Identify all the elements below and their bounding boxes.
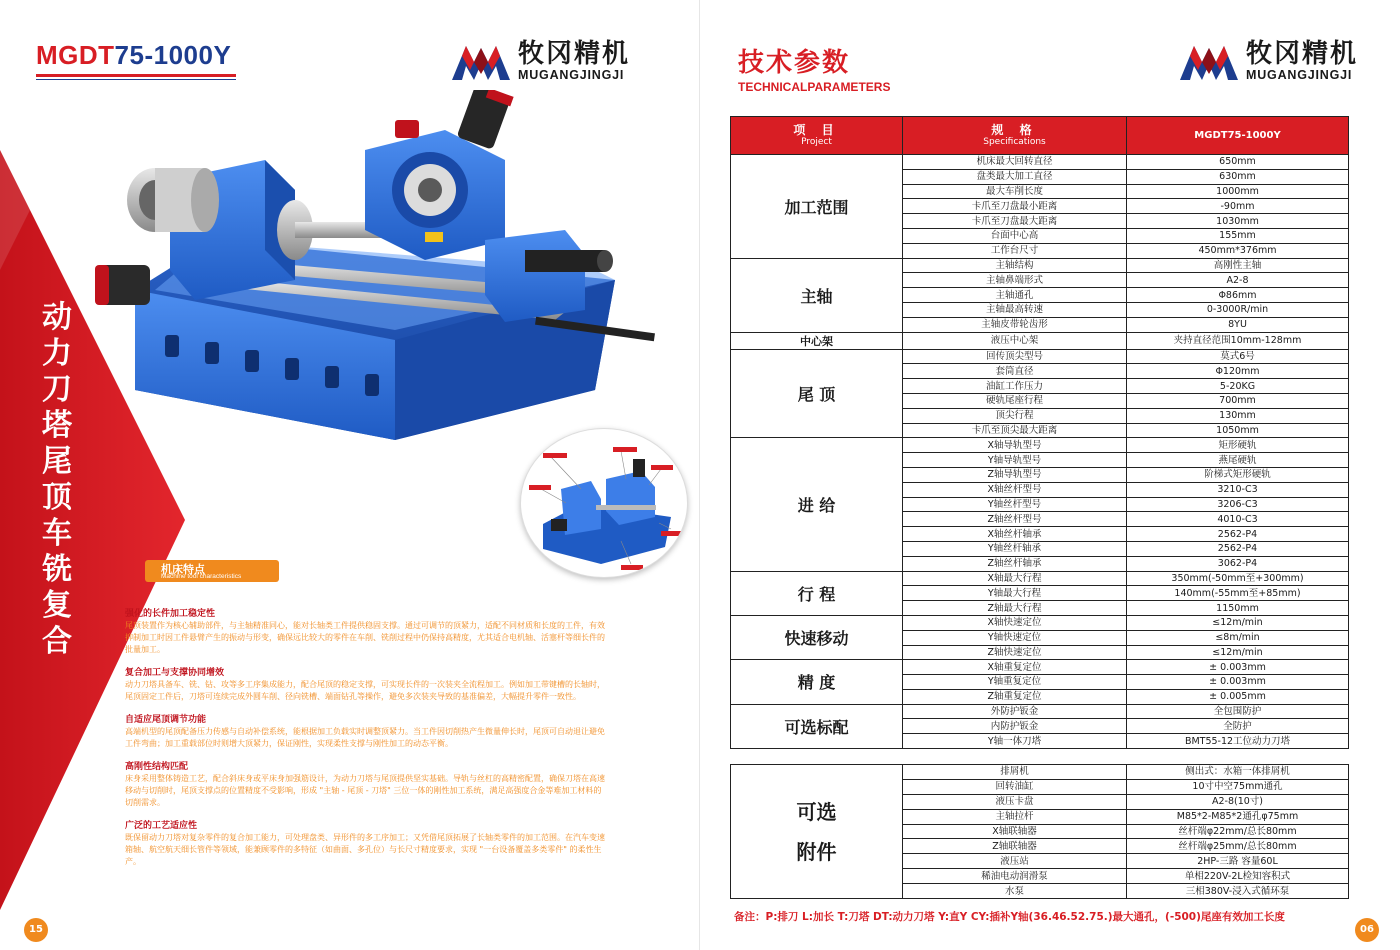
optional-value: 三相380V-浸入式循环泵 <box>1127 884 1349 899</box>
brand-logo-cn: 牧冈精机 <box>518 39 631 69</box>
optional-row <box>731 765 1349 780</box>
optional-group-name-line1: 可选 <box>796 799 837 824</box>
spec-value: 130mm <box>1127 408 1349 423</box>
optional-group-name-line2: 附件 <box>796 839 837 864</box>
spec-value: 3062-P4 <box>1127 556 1349 571</box>
spec-row <box>731 155 1349 170</box>
spec-row <box>731 349 1349 364</box>
brand-logo-en: MUGANGJINGJI <box>518 68 625 82</box>
tech-params-subtitle: TECHNICALPARAMETERS <box>738 80 891 94</box>
spec-value: 3206-C3 <box>1127 497 1349 512</box>
spec-item: Y轴一体刀塔 <box>903 734 1127 749</box>
optional-value: 侧出式：水箱一体排屑机 <box>1127 765 1349 780</box>
spec-item: 顶尖行程 <box>903 408 1127 423</box>
spec-value: 4010-C3 <box>1127 512 1349 527</box>
spec-value: 1050mm <box>1127 423 1349 438</box>
vertical-title-char: 力 <box>42 336 72 371</box>
optional-item: Z轴联轴器 <box>903 839 1127 854</box>
spec-value: 650mm <box>1127 155 1349 170</box>
spec-value: 140mm(-55mm至+85mm) <box>1127 586 1349 601</box>
spec-item: Y轴重复定位 <box>903 675 1127 690</box>
spec-value: 2562-P4 <box>1127 541 1349 556</box>
feature-text: 动力刀塔具备车、铣、钻、攻等多工序集成能力，配合尾顶的稳定支撑，可实现长件的一次装夹全流程加工。例如加工带键槽的长轴时，尾顶固定工件后，刀塔可连续完成外圆车削、径向铣槽、端面钻孔等操作，避免多次装夹导致的基准偏差，大幅提升零件一致性。 <box>125 680 605 701</box>
spec-item: Z轴快速定位 <box>903 645 1127 660</box>
spec-value: 8YU <box>1127 317 1349 332</box>
spec-row <box>731 332 1349 349</box>
spec-value: 夹持直径范围10mm-128mm <box>1127 332 1349 349</box>
features-badge-en: Machine tool characteristics <box>161 573 242 580</box>
spec-value: 630mm <box>1127 169 1349 184</box>
spec-value: 0-3000R/min <box>1127 302 1349 317</box>
vertical-title-char: 刀 <box>42 372 72 407</box>
vertical-title-char: 复 <box>42 588 72 623</box>
spec-value: ≤12m/min <box>1127 615 1349 630</box>
spec-value: Φ86mm <box>1127 288 1349 303</box>
spec-item: X轴最大行程 <box>903 571 1127 586</box>
spec-value: -90mm <box>1127 199 1349 214</box>
feature-title: 高刚性结构匹配 <box>125 762 189 772</box>
spec-group-name: 精 度 <box>731 660 903 704</box>
spec-value: 矩形硬轨 <box>1127 438 1349 453</box>
spec-item: 内防护钣金 <box>903 719 1127 734</box>
spec-value: ≤12m/min <box>1127 645 1349 660</box>
spec-value: 155mm <box>1127 228 1349 243</box>
spec-item: 主轴最高转速 <box>903 302 1127 317</box>
spec-item: 油缸工作压力 <box>903 379 1127 394</box>
brand-logo-en: MUGANGJINGJI <box>1246 68 1353 82</box>
optional-item: X轴联轴器 <box>903 824 1127 839</box>
feature-item <box>125 714 609 750</box>
vertical-title <box>34 300 80 660</box>
feature-item <box>125 761 609 809</box>
vertical-title-char: 顶 <box>42 480 72 515</box>
optional-item: 液压站 <box>903 854 1127 869</box>
optional-item: 回转油缸 <box>903 779 1127 794</box>
vertical-title-char: 车 <box>42 516 72 551</box>
feature-text: 既保留动力刀塔对复杂零件的复合加工能力，可处理盘类、异形件的多工序加工；又凭借尾顶拓展了长轴类零件的加工范围。在汽车变速箱轴、航空航天细长管件等领域，能兼顾零件的多特征（如曲面、多孔位）与长尺寸精度要求，实现 "一台设备覆盖多类零件" 的柔性生产。 <box>125 833 605 866</box>
features-badge-cn: 机床特点 <box>161 563 205 576</box>
feature-item <box>125 667 609 703</box>
feature-title: 复合加工与支撑协同增效 <box>125 668 225 678</box>
spec-value: 全包围防护 <box>1127 704 1349 719</box>
spec-row <box>731 615 1349 630</box>
optional-item: 水泵 <box>903 884 1127 899</box>
spec-row <box>731 258 1349 273</box>
spec-group-name: 中心架 <box>731 332 903 349</box>
spec-value: 450mm*376mm <box>1127 243 1349 258</box>
optional-item: 液压卡盘 <box>903 794 1127 809</box>
spec-value: 燕尾硬轨 <box>1127 453 1349 468</box>
spec-value: 1150mm <box>1127 601 1349 616</box>
feature-title: 强化的长件加工稳定性 <box>125 609 216 619</box>
spec-item: Y轴丝杆轴承 <box>903 541 1127 556</box>
features-badge <box>145 560 279 582</box>
optional-value: 2HP-三路 容量60L <box>1127 854 1349 869</box>
spec-group-name: 进 给 <box>731 438 903 571</box>
spec-item: Z轴重复定位 <box>903 689 1127 704</box>
spec-group-name: 主轴 <box>731 258 903 332</box>
vertical-title-char: 合 <box>42 624 72 659</box>
brand-logo <box>450 40 630 82</box>
spec-value: ± 0.003mm <box>1127 675 1349 690</box>
spec-group-name: 可选标配 <box>731 704 903 748</box>
spec-item: 主轴皮带轮齿形 <box>903 317 1127 332</box>
feature-text: 尾顶装置作为核心辅助部件，与主轴精准同心，能对长轴类工件提供稳固支撑。通过可调节的顶紧力，适配不同材质和长度的工件，有效抑制加工时因工件悬臂产生的振动与形变，确保远比较大的零件在车削、铣削过程中仍保持高精度，尤其适合电机轴、活塞杆等细长件的批量加工。 <box>125 621 605 654</box>
vertical-title-char: 塔 <box>42 408 72 443</box>
spec-value: A2-8 <box>1127 273 1349 288</box>
spec-group-name: 快速移动 <box>731 615 903 659</box>
spec-item: 工作台尺寸 <box>903 243 1127 258</box>
optional-value: 丝杆端φ25mm/总长80mm <box>1127 839 1349 854</box>
optional-value: 丝杆端φ22mm/总长80mm <box>1127 824 1349 839</box>
spec-value: BMT55-12工位动力刀塔 <box>1127 734 1349 749</box>
spec-item: 台面中心高 <box>903 228 1127 243</box>
feature-title: 自适应尾顶调节功能 <box>125 715 207 725</box>
spec-item: X轴重复定位 <box>903 660 1127 675</box>
feature-text: 高端机型的尾顶配备压力传感与自动补偿系统，能根据加工负载实时调整顶紧力。当工件因切削热产生微量伸长时，尾顶可自动退让避免工件弯曲；加工重载部位时则增大顶紧力，保证刚性，实现柔性支撑与刚性加工的动态平衡。 <box>125 727 605 748</box>
spec-item: Z轴导轨型号 <box>903 467 1127 482</box>
spec-value: 莫式6号 <box>1127 349 1349 364</box>
brand-logo-right <box>1178 40 1358 82</box>
spec-item: 回传顶尖型号 <box>903 349 1127 364</box>
spec-item: 盘类最大加工直径 <box>903 169 1127 184</box>
machine-detail-inset-image <box>520 428 688 578</box>
spec-item: X轴丝杆轴承 <box>903 527 1127 542</box>
spec-item: Y轴丝杆型号 <box>903 497 1127 512</box>
spec-item: 卡爪至刀盘最大距离 <box>903 214 1127 229</box>
header-project: 项 目 Project <box>731 117 903 155</box>
spec-item: 最大车削长度 <box>903 184 1127 199</box>
model-title-part2: 75-1000Y <box>114 40 232 70</box>
spec-group-name: 加工范围 <box>731 155 903 259</box>
spec-value: 全防护 <box>1127 719 1349 734</box>
spec-item: 机床最大回转直径 <box>903 155 1127 170</box>
spec-table <box>730 116 1349 749</box>
spec-item: Y轴快速定位 <box>903 630 1127 645</box>
tech-params-title: 技术参数 <box>738 48 851 78</box>
model-title <box>36 40 231 71</box>
spec-row <box>731 571 1349 586</box>
optional-value: M85*2-M85*2通孔φ75mm <box>1127 809 1349 824</box>
vertical-title-char: 铣 <box>42 552 72 587</box>
brand-logo-icon <box>1178 40 1240 82</box>
spec-item: X轴导轨型号 <box>903 438 1127 453</box>
spec-item: 液压中心架 <box>903 332 1127 349</box>
spec-value: 700mm <box>1127 393 1349 408</box>
spec-value: 3210-C3 <box>1127 482 1349 497</box>
optional-value: 10寸中空75mm通孔 <box>1127 779 1349 794</box>
spec-item: X轴丝杆型号 <box>903 482 1127 497</box>
page-number-right: 06 <box>1355 918 1379 942</box>
spec-item: 主轴通孔 <box>903 288 1127 303</box>
spec-item: 外防护钣金 <box>903 704 1127 719</box>
footnote: 备注：P:排刀 L:加长 T:刀塔 DT:动力刀塔 Y:直Y CY:插补Y轴(36.46.52.75.)最大通孔，(-500)尾座有效加工长度 <box>734 911 1285 923</box>
optional-value: 单相220V-2L检知容积式 <box>1127 869 1349 884</box>
spec-value: 2562-P4 <box>1127 527 1349 542</box>
vertical-title-char: 动 <box>42 300 72 335</box>
brand-logo-icon <box>450 40 512 82</box>
brand-logo-cn: 牧冈精机 <box>1246 39 1359 69</box>
spec-value: 高刚性主轴 <box>1127 258 1349 273</box>
spec-item: Z轴最大行程 <box>903 601 1127 616</box>
optional-group-name <box>731 765 903 899</box>
spec-row <box>731 660 1349 675</box>
machine-image <box>95 90 655 440</box>
spec-item: Z轴丝杆轴承 <box>903 556 1127 571</box>
spec-item: Y轴最大行程 <box>903 586 1127 601</box>
spec-value: 350mm(-50mm至+300mm) <box>1127 571 1349 586</box>
spec-item: 套筒直径 <box>903 364 1127 379</box>
spec-value: 1030mm <box>1127 214 1349 229</box>
feature-item <box>125 608 609 656</box>
spec-item: Y轴导轨型号 <box>903 453 1127 468</box>
spec-item: 主轴鼻端形式 <box>903 273 1127 288</box>
spec-value: ± 0.003mm <box>1127 660 1349 675</box>
optional-item: 主轴拉杆 <box>903 809 1127 824</box>
spec-row <box>731 704 1349 719</box>
model-title-underline-thin <box>36 79 236 80</box>
header-specifications: 规 格 Specifications <box>903 117 1127 155</box>
spec-item: 卡爪至刀盘最小距离 <box>903 199 1127 214</box>
spec-value: ± 0.005mm <box>1127 689 1349 704</box>
spec-value: Φ120mm <box>1127 364 1349 379</box>
spec-table-header <box>731 117 1349 155</box>
spec-item: 硬轨尾座行程 <box>903 393 1127 408</box>
page-number-left: 15 <box>24 918 48 942</box>
spec-value: 5-20KG <box>1127 379 1349 394</box>
spec-group-name: 行 程 <box>731 571 903 615</box>
optional-item: 稀油电动润滑泵 <box>903 869 1127 884</box>
spec-item: Z轴丝杆型号 <box>903 512 1127 527</box>
feature-item <box>125 820 609 868</box>
optional-accessories-table <box>730 764 1349 899</box>
spec-item: X轴快速定位 <box>903 615 1127 630</box>
feature-title: 广泛的工艺适应性 <box>125 821 198 831</box>
model-title-part1: MGDT <box>36 40 115 70</box>
spec-value: 1000mm <box>1127 184 1349 199</box>
header-model: MGDT75-1000Y <box>1127 117 1349 155</box>
optional-item: 排屑机 <box>903 765 1127 780</box>
optional-value: A2-8(10寸) <box>1127 794 1349 809</box>
spec-value: 阶梯式矩形硬轨 <box>1127 467 1349 482</box>
feature-text: 床身采用整体铸造工艺，配合斜床身或平床身加强筋设计，为动力刀塔与尾顶提供坚实基础。导轨与丝杠的高精密配置，确保刀塔在高速移动与切削时，尾顶支撑点的位置精度不受影响，形成 "主轴 - 尾顶 - 刀塔" 三位一体的刚性加工系统，满足高强度合金等难加工材料的切削需求。 <box>125 774 605 807</box>
model-title-underline <box>36 74 236 77</box>
spec-item: 卡爪至顶尖最大距离 <box>903 423 1127 438</box>
spec-row <box>731 438 1349 453</box>
right-page <box>700 0 1400 950</box>
spec-group-name: 尾 顶 <box>731 349 903 438</box>
spec-item: 主轴结构 <box>903 258 1127 273</box>
features-list <box>125 608 609 879</box>
vertical-title-char: 尾 <box>42 444 72 479</box>
spec-value: ≤8m/min <box>1127 630 1349 645</box>
